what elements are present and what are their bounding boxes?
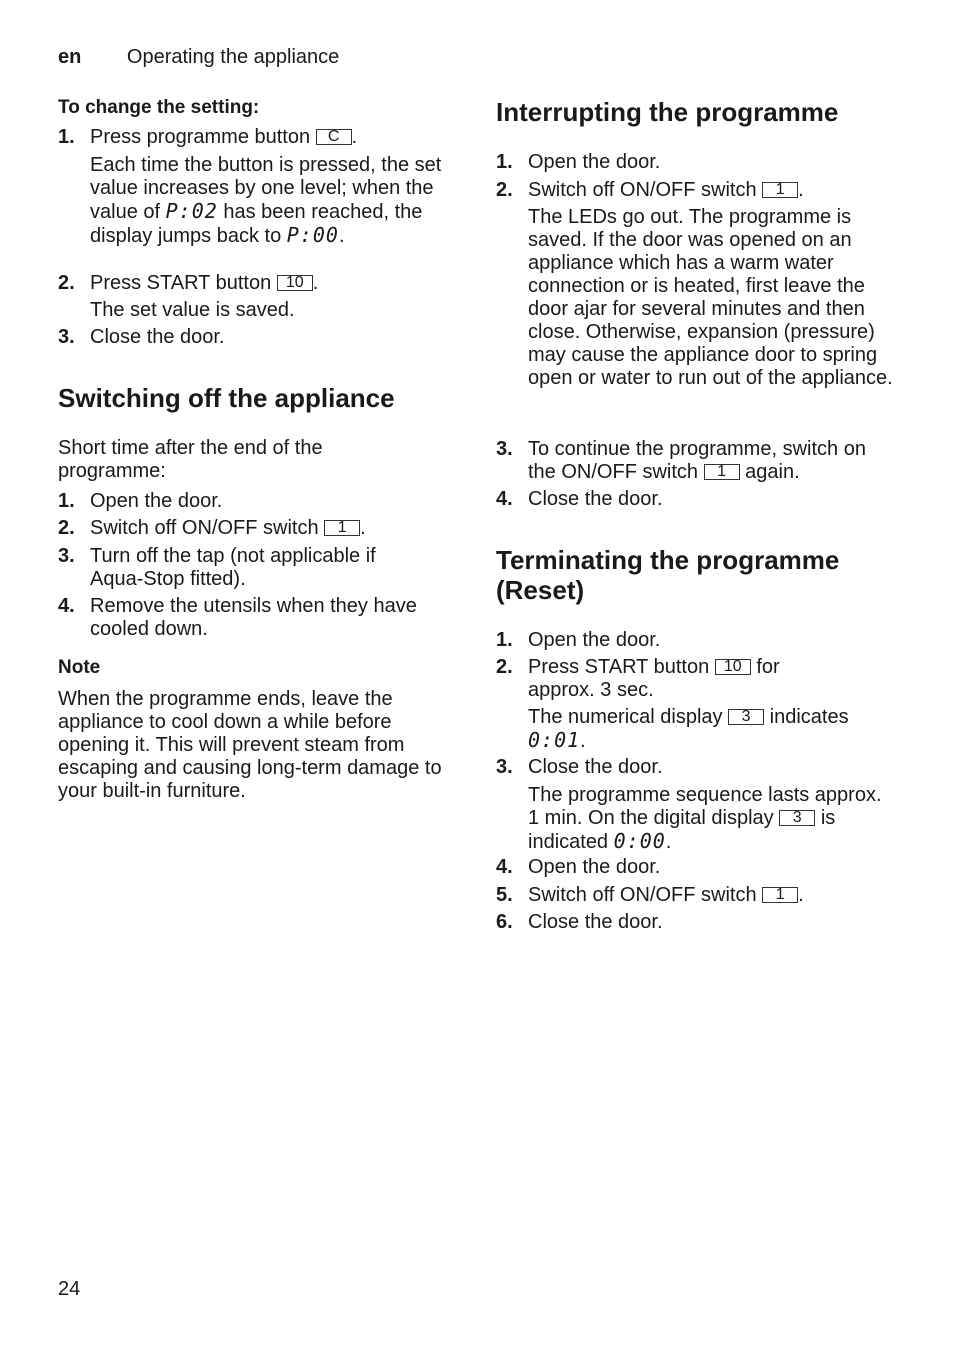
- step-text: Remove the utensils when they have cooled down.: [90, 595, 417, 640]
- step-number: 2.: [496, 179, 513, 201]
- start-button-key: 10: [277, 275, 313, 291]
- terminating-heading: Terminating the programme (Reset): [496, 545, 840, 605]
- note-text-mid: is indicated: [528, 807, 836, 853]
- step-number: 4.: [496, 856, 513, 878]
- display-value-p02: P:02: [165, 199, 218, 223]
- interrupting-heading: Interrupting the programme: [496, 97, 839, 127]
- step-text: Close the door.: [90, 326, 225, 348]
- note-text: Each time the button is pressed, the set value increases by one level; when the value of: [90, 154, 442, 223]
- step-number: 1.: [58, 126, 75, 148]
- step-text: Switch off ON/OFF switch: [528, 884, 757, 906]
- page-number: 24: [58, 1278, 81, 1300]
- step-number: 2.: [58, 272, 75, 294]
- step-number: 1.: [496, 629, 513, 651]
- step-text: Close the door.: [528, 911, 663, 933]
- step-text: Open the door.: [528, 151, 661, 173]
- step-number: 4.: [496, 488, 513, 510]
- step-end: .: [312, 272, 319, 294]
- step-number: 1.: [496, 151, 513, 173]
- step-number: 2.: [58, 517, 75, 539]
- change-setting-heading: To change the setting:: [58, 97, 260, 118]
- note-end: .: [665, 831, 672, 853]
- step-number: 5.: [496, 884, 513, 906]
- display-value-p00: P:00: [286, 223, 339, 247]
- step-text: Open the door.: [528, 629, 661, 651]
- digital-display-key: 3: [779, 810, 815, 826]
- on-off-switch-key: 1: [704, 464, 740, 480]
- step-number: 3.: [496, 756, 513, 778]
- step-number: 3.: [58, 545, 75, 567]
- interrupting-step-2-note: The LEDs go out. The programme is saved. If the door was opened on an appliance which has a warm water connection or is heated, first leave the door ajar for several minutes and then close. Otherwise, expansion (pressure) may cause the appliance door to spring open or water to run out of the appliance.: [528, 206, 893, 389]
- on-off-switch-key: 1: [762, 182, 798, 198]
- step-text: Open the door.: [90, 490, 223, 512]
- terminating-step-3-note: [528, 784, 890, 854]
- page-header: [58, 46, 339, 69]
- note-end: .: [338, 225, 345, 247]
- note-text-mid: indicates: [769, 706, 849, 728]
- step-text: Press programme button: [90, 126, 311, 148]
- step-text: Switch off ON/OFF switch: [90, 517, 319, 539]
- display-value-000: 0:00: [613, 829, 666, 853]
- step-text: Switch off ON/OFF switch: [528, 179, 757, 201]
- step-text: To continue the programme, switch on the ON/OFF switch: [528, 438, 866, 483]
- step-number: 6.: [496, 911, 513, 933]
- step-text: Open the door.: [528, 856, 661, 878]
- step-text: Close the door.: [528, 756, 663, 778]
- switching-off-heading: Switching off the appliance: [58, 383, 395, 413]
- note-text: The programme sequence lasts approx. 1 min. On the digital display: [528, 784, 882, 829]
- step-number: 1.: [58, 490, 75, 512]
- note-heading: Note: [58, 657, 101, 678]
- note-text: When the programme ends, leave the appliance to cool down a while before opening it. This will prevent steam from escaping and causing long-term damage to your built-in furniture.: [58, 688, 442, 802]
- step-text: Press START button: [528, 656, 710, 678]
- step-number: 2.: [496, 656, 513, 678]
- step-text: Close the door.: [528, 488, 663, 510]
- step-number: 3.: [496, 438, 513, 460]
- step-number: 3.: [58, 326, 75, 348]
- step-text: Turn off the tap (not applicable if Aqua-Stop fitted).: [90, 545, 376, 590]
- numerical-display-key: 3: [728, 709, 764, 725]
- change-setting-step-2-note: The set value is saved.: [90, 299, 295, 321]
- on-off-switch-key: 1: [324, 520, 360, 536]
- step-number: 4.: [58, 595, 75, 617]
- step-end: .: [798, 179, 804, 201]
- language-code: en: [58, 46, 82, 68]
- step-end: again.: [745, 461, 800, 483]
- terminating-step-2-note: [528, 706, 898, 753]
- programme-button-key: C: [316, 129, 352, 145]
- display-value-001: 0:01: [528, 728, 581, 752]
- note-text-mid: has been reached, the display jumps back to: [90, 201, 423, 247]
- step-end: .: [360, 517, 366, 539]
- start-button-key: 10: [715, 659, 751, 675]
- note-end: .: [580, 730, 586, 752]
- switching-off-intro: Short time after the end of the programme:: [58, 437, 323, 482]
- note-text: The numerical display: [528, 706, 723, 728]
- on-off-switch-key: 1: [762, 887, 798, 903]
- step-end: .: [798, 884, 804, 906]
- step-end: for approx. 3 sec.: [528, 656, 780, 701]
- change-setting-step-1-note: [90, 154, 455, 248]
- section-title: Operating the appliance: [126, 46, 340, 68]
- step-end: .: [351, 126, 358, 148]
- step-text: Press START button: [90, 272, 272, 294]
